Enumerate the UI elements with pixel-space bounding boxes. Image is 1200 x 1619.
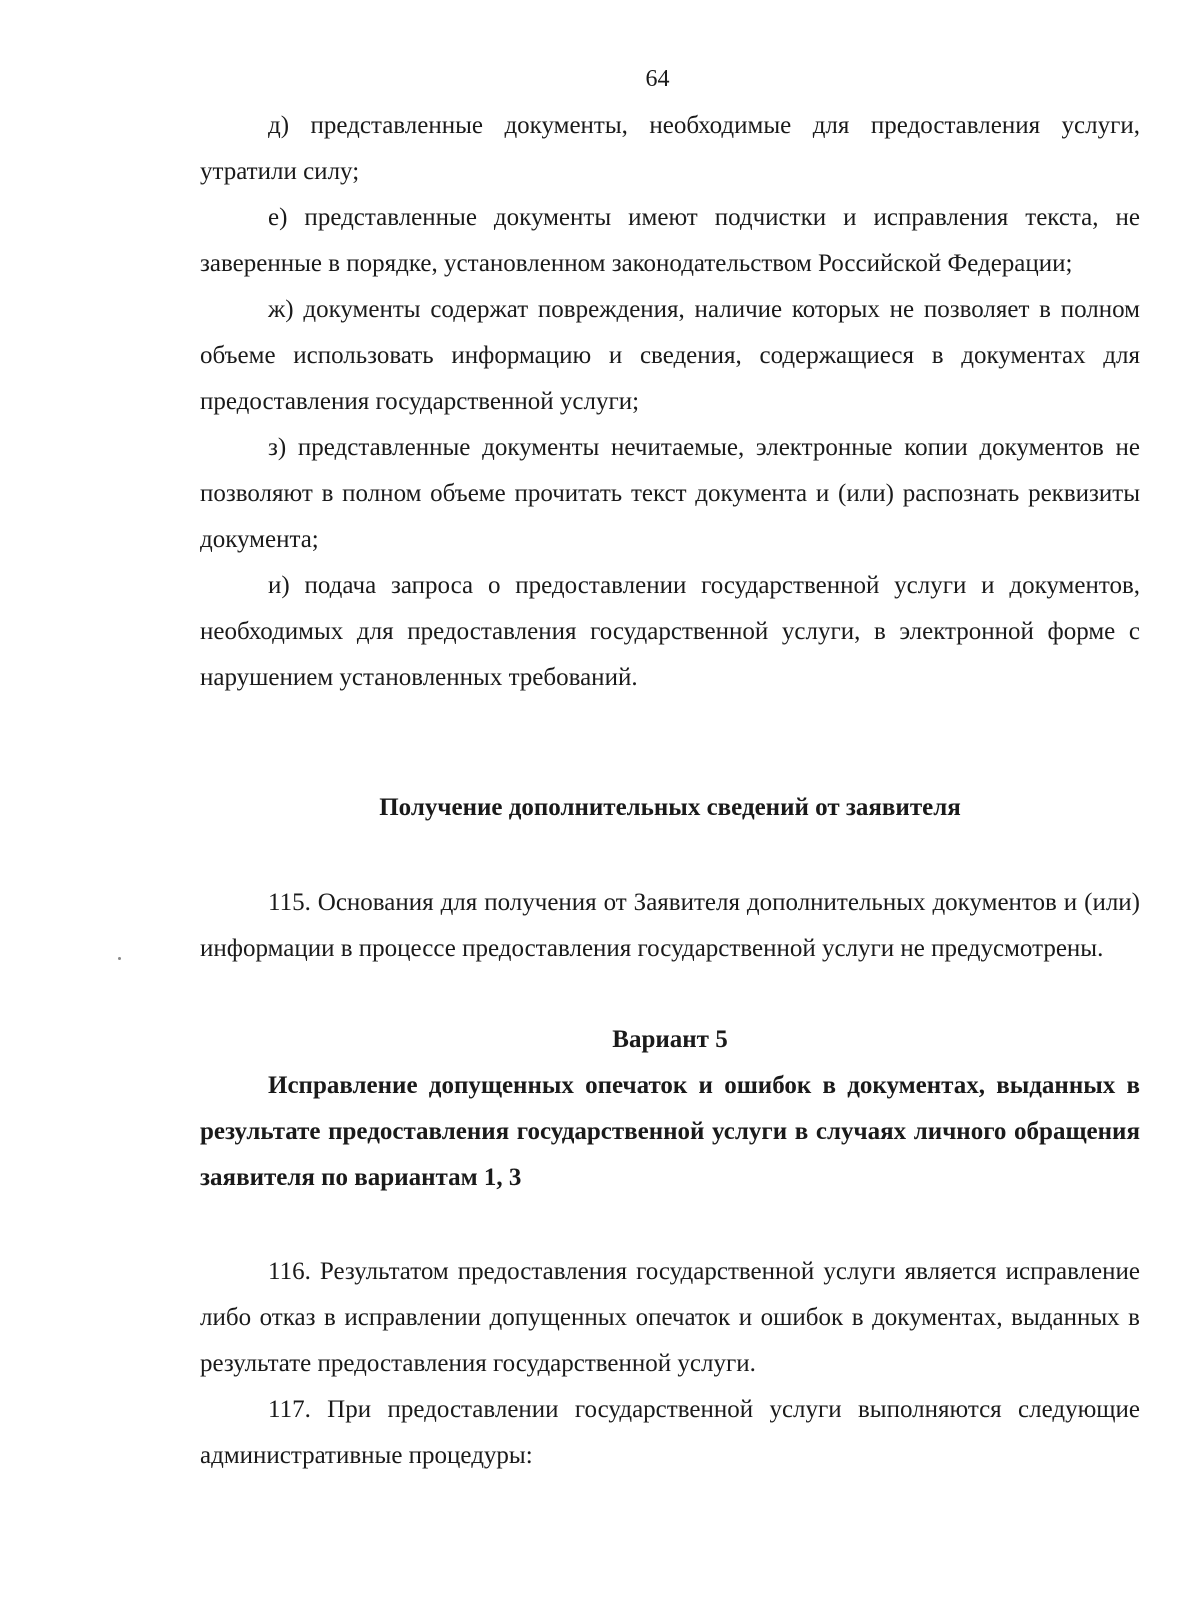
paragraph-115-block <box>200 880 1140 972</box>
list-item-e: е) представленные документы имеют подчистки и исправления текста, не заверенные в порядке, установленном законодательством Российской Федерации; <box>200 204 1140 277</box>
scan-artifact-dot <box>118 957 121 960</box>
variant-block <box>200 1017 1140 1201</box>
paragraph-115: 115. Основания для получения от Заявителя дополнительных документов и (или) информации в процессе предоставления государственной услуги не предусмотрены. <box>200 889 1140 962</box>
list-items-block <box>200 103 1140 701</box>
section-heading-block <box>200 785 1140 831</box>
variant-title: Исправление допущенных опечаток и ошибок в документах, выданных в результате предоставления государственной услуги в случаях личного обращения заявителя по вариантам 1, 3 <box>200 1072 1140 1191</box>
section-heading: Получение дополнительных сведений от заявителя <box>379 794 961 821</box>
list-item-i: и) подача запроса о предоставлении государственной услуги и документов, необходимых для предоставления государственной услуги, в электронной форме с нарушением установленных требований. <box>200 572 1140 691</box>
paragraph-117: 117. При предоставлении государственной услуги выполняются следующие административные процедуры: <box>200 1396 1140 1469</box>
paragraph-116: 116. Результатом предоставления государственной услуги является исправление либо отказ в исправлении допущенных опечаток и ошибок в документах, выданных в результате предоставления государственной услуги. <box>200 1258 1140 1377</box>
list-item-z: з) представленные документы нечитаемые, электронные копии документов не позволяют в полном объеме прочитать текст документа и (или) распознать реквизиты документа; <box>200 434 1140 553</box>
variant-heading: Вариант 5 <box>612 1026 728 1053</box>
procedures-block <box>200 1249 1140 1479</box>
list-item-d: д) представленные документы, необходимые для предоставления услуги, утратили силу; <box>200 112 1140 185</box>
page-number: 64 <box>645 66 670 92</box>
list-item-zh: ж) документы содержат повреждения, наличие которых не позволяет в полном объеме использовать информацию и сведения, содержащиеся в документах для предоставления государственной услуги; <box>200 296 1140 415</box>
